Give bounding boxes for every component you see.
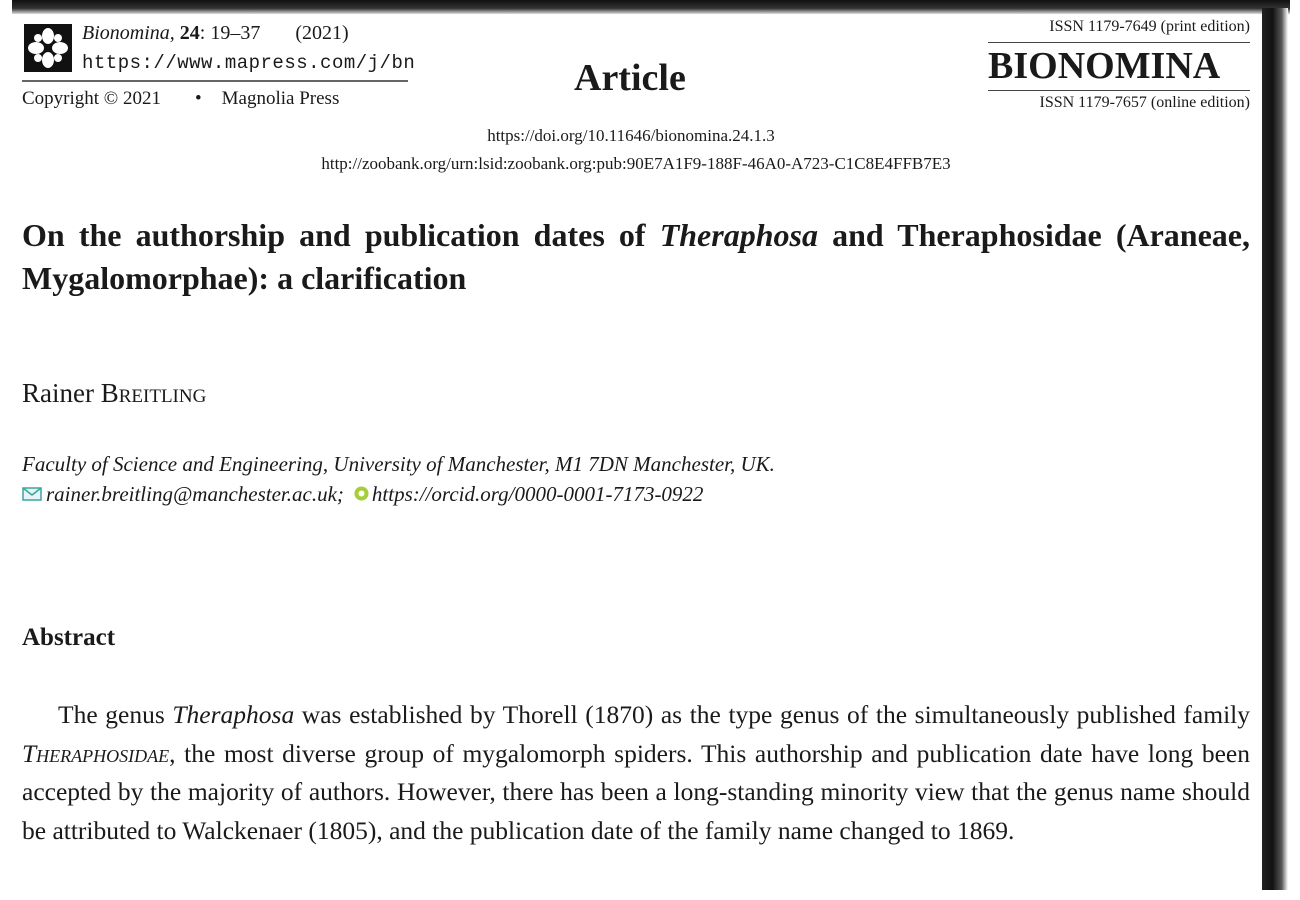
- zoobank-link[interactable]: http://zoobank.org/urn:lsid:zoobank.org:pub:90E7A1F9-188F-46A0-A723-C1C8E4FFB7E3: [321, 154, 951, 173]
- abstract-family: Theraphosidae: [22, 738, 170, 768]
- abstract-text-2: was established by Thorell (1870) as the type genus of the simultaneously published family: [294, 700, 1250, 729]
- issn-divider-top: [988, 42, 1250, 43]
- paper-page: [0, 14, 1262, 886]
- copyright-text: Copyright © 2021: [22, 88, 161, 109]
- paper-title: [22, 214, 1250, 300]
- abstract-text-1: The genus: [58, 700, 173, 729]
- bullet-separator: •: [195, 88, 202, 109]
- publisher-name: Magnolia Press: [221, 88, 340, 109]
- issn-print: ISSN 1179-7649 (print edition): [1049, 18, 1250, 35]
- abstract-heading: Abstract: [22, 624, 116, 651]
- email-icon: [22, 482, 46, 507]
- journal-citation: [82, 22, 349, 45]
- journal-pages: : 19–37: [199, 22, 261, 44]
- author-orcid-link[interactable]: https://orcid.org/0000-0001-7173-0922: [371, 482, 704, 506]
- issn-divider-bottom: [988, 90, 1250, 91]
- journal-url-link[interactable]: https://www.mapress.com/j/bn: [82, 52, 416, 74]
- doi-link[interactable]: https://doi.org/10.11646/bionomina.24.1.3: [487, 126, 775, 145]
- title-part-1: On the authorship and publication dates of: [22, 217, 660, 253]
- abstract-paragraph: [22, 696, 1250, 850]
- copyright-line: [22, 88, 339, 110]
- page-shadow-top: [12, 0, 1290, 14]
- journal-volume: 24: [179, 22, 200, 44]
- author-name: [22, 378, 206, 409]
- title-genus: Theraphosa: [659, 217, 818, 253]
- orcid-icon: [344, 482, 372, 507]
- abstract-genus: Theraphosa: [172, 700, 295, 729]
- title-part-2: and Theraphosidae (Araneae, Mygalomorphae): a clarification: [22, 217, 1251, 296]
- author-contact: [22, 482, 703, 507]
- journal-brand: BIONOMINA: [988, 45, 1221, 87]
- abstract-text-3: , the most diverse group of mygalomorph spiders. This authorship and publication date have long been accepted by the majority of authors. However, there has been a long-standing minority view that the genus name should be attributed to Walckenaer (1805), and the publication date of the family name changed to 1869.: [22, 738, 1250, 845]
- author-email-link[interactable]: rainer.breitling@manchester.ac.uk;: [46, 482, 344, 506]
- article-type-label: Article: [574, 57, 686, 99]
- page-shadow-right: [1262, 8, 1288, 890]
- issn-online: ISSN 1179-7657 (online edition): [1039, 94, 1250, 111]
- journal-name: Bionomina,: [82, 22, 175, 44]
- author-affiliation: Faculty of Science and Engineering, University of Manchester, M1 7DN Manchester, UK.: [22, 452, 775, 476]
- journal-year: (2021): [295, 22, 349, 44]
- header-divider: [22, 80, 408, 82]
- flower-logo-icon: [24, 24, 72, 72]
- author-first-name: Rainer: [22, 378, 101, 408]
- author-last-name: Breitling: [100, 378, 207, 408]
